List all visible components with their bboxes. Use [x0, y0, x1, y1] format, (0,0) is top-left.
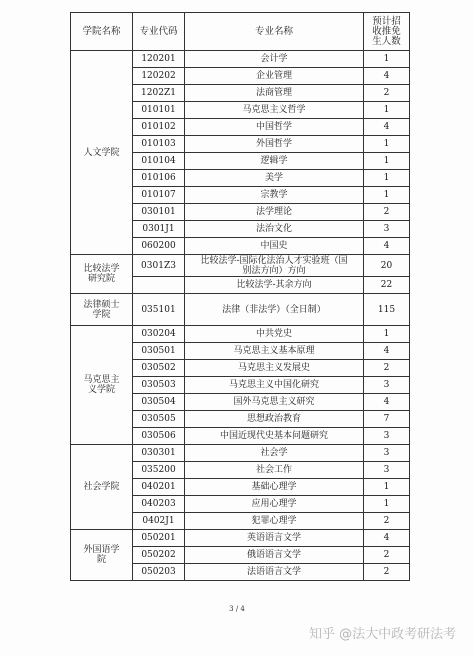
major-name-cell: 基础心理学	[185, 479, 364, 496]
table-row	[71, 51, 410, 68]
enrollment-count-cell: 20	[364, 255, 410, 277]
major-name-cell: 国外马克思主义研究	[185, 394, 364, 411]
page-number: 3 / 4	[229, 605, 245, 613]
major-name-cell: 外国哲学	[185, 136, 364, 153]
major-code-cell: 035200	[133, 462, 185, 479]
major-name-cell: 思想政治教育	[185, 411, 364, 428]
major-code-cell: 120202	[133, 68, 185, 85]
enrollment-count-cell: 3	[364, 462, 410, 479]
major-name-cell: 法学理论	[185, 204, 364, 221]
major-name-cell: 美学	[185, 170, 364, 187]
enrollment-count-cell: 2	[364, 360, 410, 377]
major-code-cell: 030505	[133, 411, 185, 428]
major-code-cell: 030101	[133, 204, 185, 221]
major-code-cell: 0402J1	[133, 513, 185, 530]
major-name-cell: 犯罪心理学	[185, 513, 364, 530]
major-code-cell: 010106	[133, 170, 185, 187]
college-name-line: 研究院	[87, 274, 115, 284]
table-row	[71, 255, 410, 277]
major-name-cell: 企业管理	[185, 68, 364, 85]
enrollment-count-cell: 1	[364, 153, 410, 170]
college-cell	[71, 294, 133, 326]
major-name-cell: 应用心理学	[185, 496, 364, 513]
enrollment-count-cell: 3	[364, 377, 410, 394]
major-name-line: 比较法学-国际化法治人才实验班（国	[200, 255, 348, 266]
enrollment-count-cell: 4	[364, 394, 410, 411]
major-name-cell: 马克思主义基本原理	[185, 343, 364, 360]
major-name-cell: 宗教学	[185, 187, 364, 204]
major-name-cell: 会计学	[185, 51, 364, 68]
table-row	[71, 445, 410, 462]
enrollment-count-cell: 7	[364, 411, 410, 428]
major-code-cell: 030301	[133, 445, 185, 462]
major-code-cell: 010107	[133, 187, 185, 204]
enrollment-count-cell: 1	[364, 326, 410, 343]
college-name-line: 人文学院	[83, 147, 120, 158]
college-cell	[71, 530, 133, 581]
enrollment-count-cell: 4	[364, 68, 410, 85]
college-name-line: 学院	[92, 309, 111, 320]
major-name-cell: 中国史	[185, 238, 364, 255]
header-code: 专业代码	[133, 13, 185, 51]
header-major: 专业名称	[185, 13, 364, 51]
college-name-line: 社会学院	[83, 482, 120, 492]
major-name-cell: 法商管理	[185, 85, 364, 102]
major-code-cell: 030204	[133, 326, 185, 343]
major-name-cell: 逻辑学	[185, 153, 364, 170]
college-name-line: 院	[96, 555, 106, 565]
college-name-line: 外国语学	[83, 545, 120, 555]
major-code-cell: 060200	[133, 238, 185, 255]
enrollment-count-cell: 1	[364, 170, 410, 187]
college-cell	[71, 255, 133, 294]
college-cell	[71, 51, 133, 255]
major-code-cell: 040201	[133, 479, 185, 496]
enrollment-count-cell: 2	[364, 204, 410, 221]
major-code-cell: 030504	[133, 394, 185, 411]
major-name-cell: 比较法学-其余方向	[185, 277, 364, 294]
major-name-cell: 法治文化	[185, 221, 364, 238]
table-row	[71, 530, 410, 547]
major-code-cell: 040203	[133, 496, 185, 513]
header-count-line: 收推免	[372, 25, 401, 37]
major-name-cell: 俄语语言文学	[185, 547, 364, 564]
major-code-cell: 030506	[133, 428, 185, 445]
major-code-cell: 050202	[133, 547, 185, 564]
major-code-cell: 030502	[133, 360, 185, 377]
enrollment-count-cell: 2	[364, 547, 410, 564]
enrollment-count-cell: 2	[364, 85, 410, 102]
enrollment-count-cell: 22	[364, 277, 410, 294]
header-count-line: 生人数	[372, 35, 401, 47]
enrollment-count-cell: 1	[364, 51, 410, 68]
enrollment-count-cell: 4	[364, 343, 410, 360]
table-row	[71, 294, 410, 326]
enrollment-count-cell: 3	[364, 445, 410, 462]
major-name-cell: 社会学	[185, 445, 364, 462]
major-code-cell: 010103	[133, 136, 185, 153]
major-code-cell: 030503	[133, 377, 185, 394]
major-code-cell: 035101	[133, 294, 185, 326]
enrollment-count-cell: 1	[364, 102, 410, 119]
enrollment-count-cell: 4	[364, 530, 410, 547]
major-name-cell: 中国哲学	[185, 119, 364, 136]
major-name-line: 别法方向）方向	[242, 265, 306, 276]
major-name-cell: 英语语言文学	[185, 530, 364, 547]
major-code-cell: 010101	[133, 102, 185, 119]
college-name-line: 比较法学	[83, 264, 120, 274]
college-cell	[71, 445, 133, 530]
enrollment-count-cell: 4	[364, 238, 410, 255]
major-code-cell: 0301J1	[133, 221, 185, 238]
header-row	[71, 13, 410, 51]
college-cell	[71, 326, 133, 445]
major-name-cell: 马克思主义中国化研究	[185, 377, 364, 394]
major-code-cell: 050203	[133, 564, 185, 581]
header-count	[364, 13, 410, 51]
major-code-cell: 010102	[133, 119, 185, 136]
major-code-cell	[133, 277, 185, 294]
watermark: 知乎 @法大中政考研法考	[309, 627, 457, 642]
major-code-cell: 050201	[133, 530, 185, 547]
enrollment-count-cell: 1	[364, 187, 410, 204]
enrollment-count-cell: 3	[364, 221, 410, 238]
college-name-line: 法律硕士	[83, 299, 120, 310]
major-name-cell: 中共党史	[185, 326, 364, 343]
major-name-cell: 中国近现代史基本问题研究	[185, 428, 364, 445]
header-count-line: 预计招	[372, 15, 401, 27]
major-name-cell: 马克思主义发展史	[185, 360, 364, 377]
major-name-cell: 社会工作	[185, 462, 364, 479]
enrollment-count-cell: 4	[364, 119, 410, 136]
major-name-cell: 法语语言文学	[185, 564, 364, 581]
enrollment-count-cell: 1	[364, 496, 410, 513]
major-name-cell	[185, 255, 364, 277]
majors-table	[70, 12, 410, 581]
major-name-cell: 法律（非法学）（全日制）	[185, 294, 364, 326]
enrollment-count-cell: 1	[364, 479, 410, 496]
major-name-cell: 马克思主义哲学	[185, 102, 364, 119]
table-body	[71, 51, 410, 581]
major-code-cell: 0301Z3	[133, 255, 185, 277]
major-code-cell: 030501	[133, 343, 185, 360]
enrollment-count-cell: 2	[364, 564, 410, 581]
enrollment-count-cell: 2	[364, 513, 410, 530]
college-name-line: 马克思主	[83, 375, 120, 385]
enrollment-count-cell: 3	[364, 428, 410, 445]
enrollment-count-cell: 115	[364, 294, 410, 326]
major-code-cell: 010104	[133, 153, 185, 170]
major-code-cell: 1202Z1	[133, 85, 185, 102]
table-row	[71, 326, 410, 343]
major-code-cell: 120201	[133, 51, 185, 68]
college-name-line: 义学院	[87, 385, 115, 395]
header-college: 学院名称	[71, 13, 133, 51]
enrollment-count-cell: 1	[364, 136, 410, 153]
